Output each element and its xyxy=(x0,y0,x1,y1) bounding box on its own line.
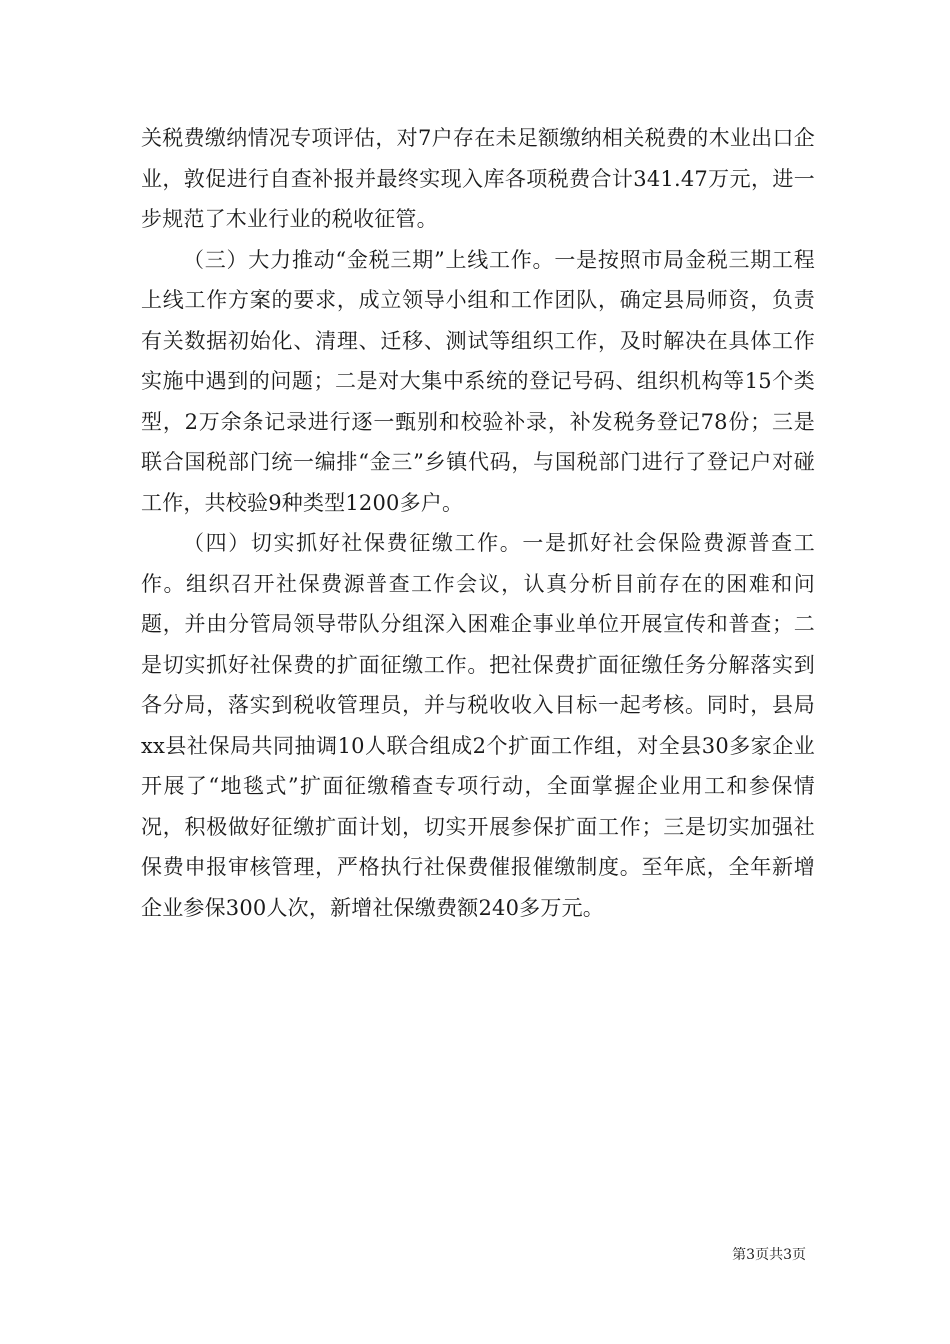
paragraph-evaluation-summary: 关税费缴纳情况专项评估，对7户存在未足额缴纳相关税费的木业出口企业，敦促进行自查补报并最终实现入库各项税费合计341.47万元，进一步规范了木业行业的税收征管。 xyxy=(141,126,815,231)
page-number-footer: 第3页共3页 xyxy=(732,1247,806,1263)
paragraph-golden-tax-phase3: （三）大力推动“金税三期”上线工作。一是按照市局金税三期工程上线工作方案的要求，成立领导小组和工作团队，确定县局师资，负责有关数据初始化、清理、迁移、测试等组织工作，及时解决在具体工作实施中遇到的问题；二是对大集中系统的登记号码、组织机构等15个类型，2万余条记录进行逐一甄别和校验补录，补发税务登记78份；三是联合国税部门统一编排“金三”乡镇代码，与国税部门进行了登记户对碰工作，共校验9种类型1200多户。 xyxy=(141,247,815,515)
paragraph-social-insurance: （四）切实抓好社保费征缴工作。一是抓好社会保险费源普查工作。组织召开社保费源普查工作会议，认真分析目前存在的困难和问题，并由分管局领导带队分组深入困难企事业单位开展宣传和普查；二是切实抓好社保费的扩面征缴工作。把社保费扩面征缴任务分解落实到各分局，落实到税收管理员，并与税收收入目标一起考核。同时，县局xx县社保局共同抽调10人联合组成2个扩面工作组，对全县30多家企业开展了“地毯式”扩面征缴稽查专项行动，全面掌握企业用工和参保情况，积极做好征缴扩面计划，切实开展参保扩面工作；三是切实加强社保费申报审核管理，严格执行社保费催报催缴制度。至年底，全年新增企业参保300人次，新增社保缴费额240多万元。 xyxy=(141,531,815,920)
document-body xyxy=(141,118,815,928)
